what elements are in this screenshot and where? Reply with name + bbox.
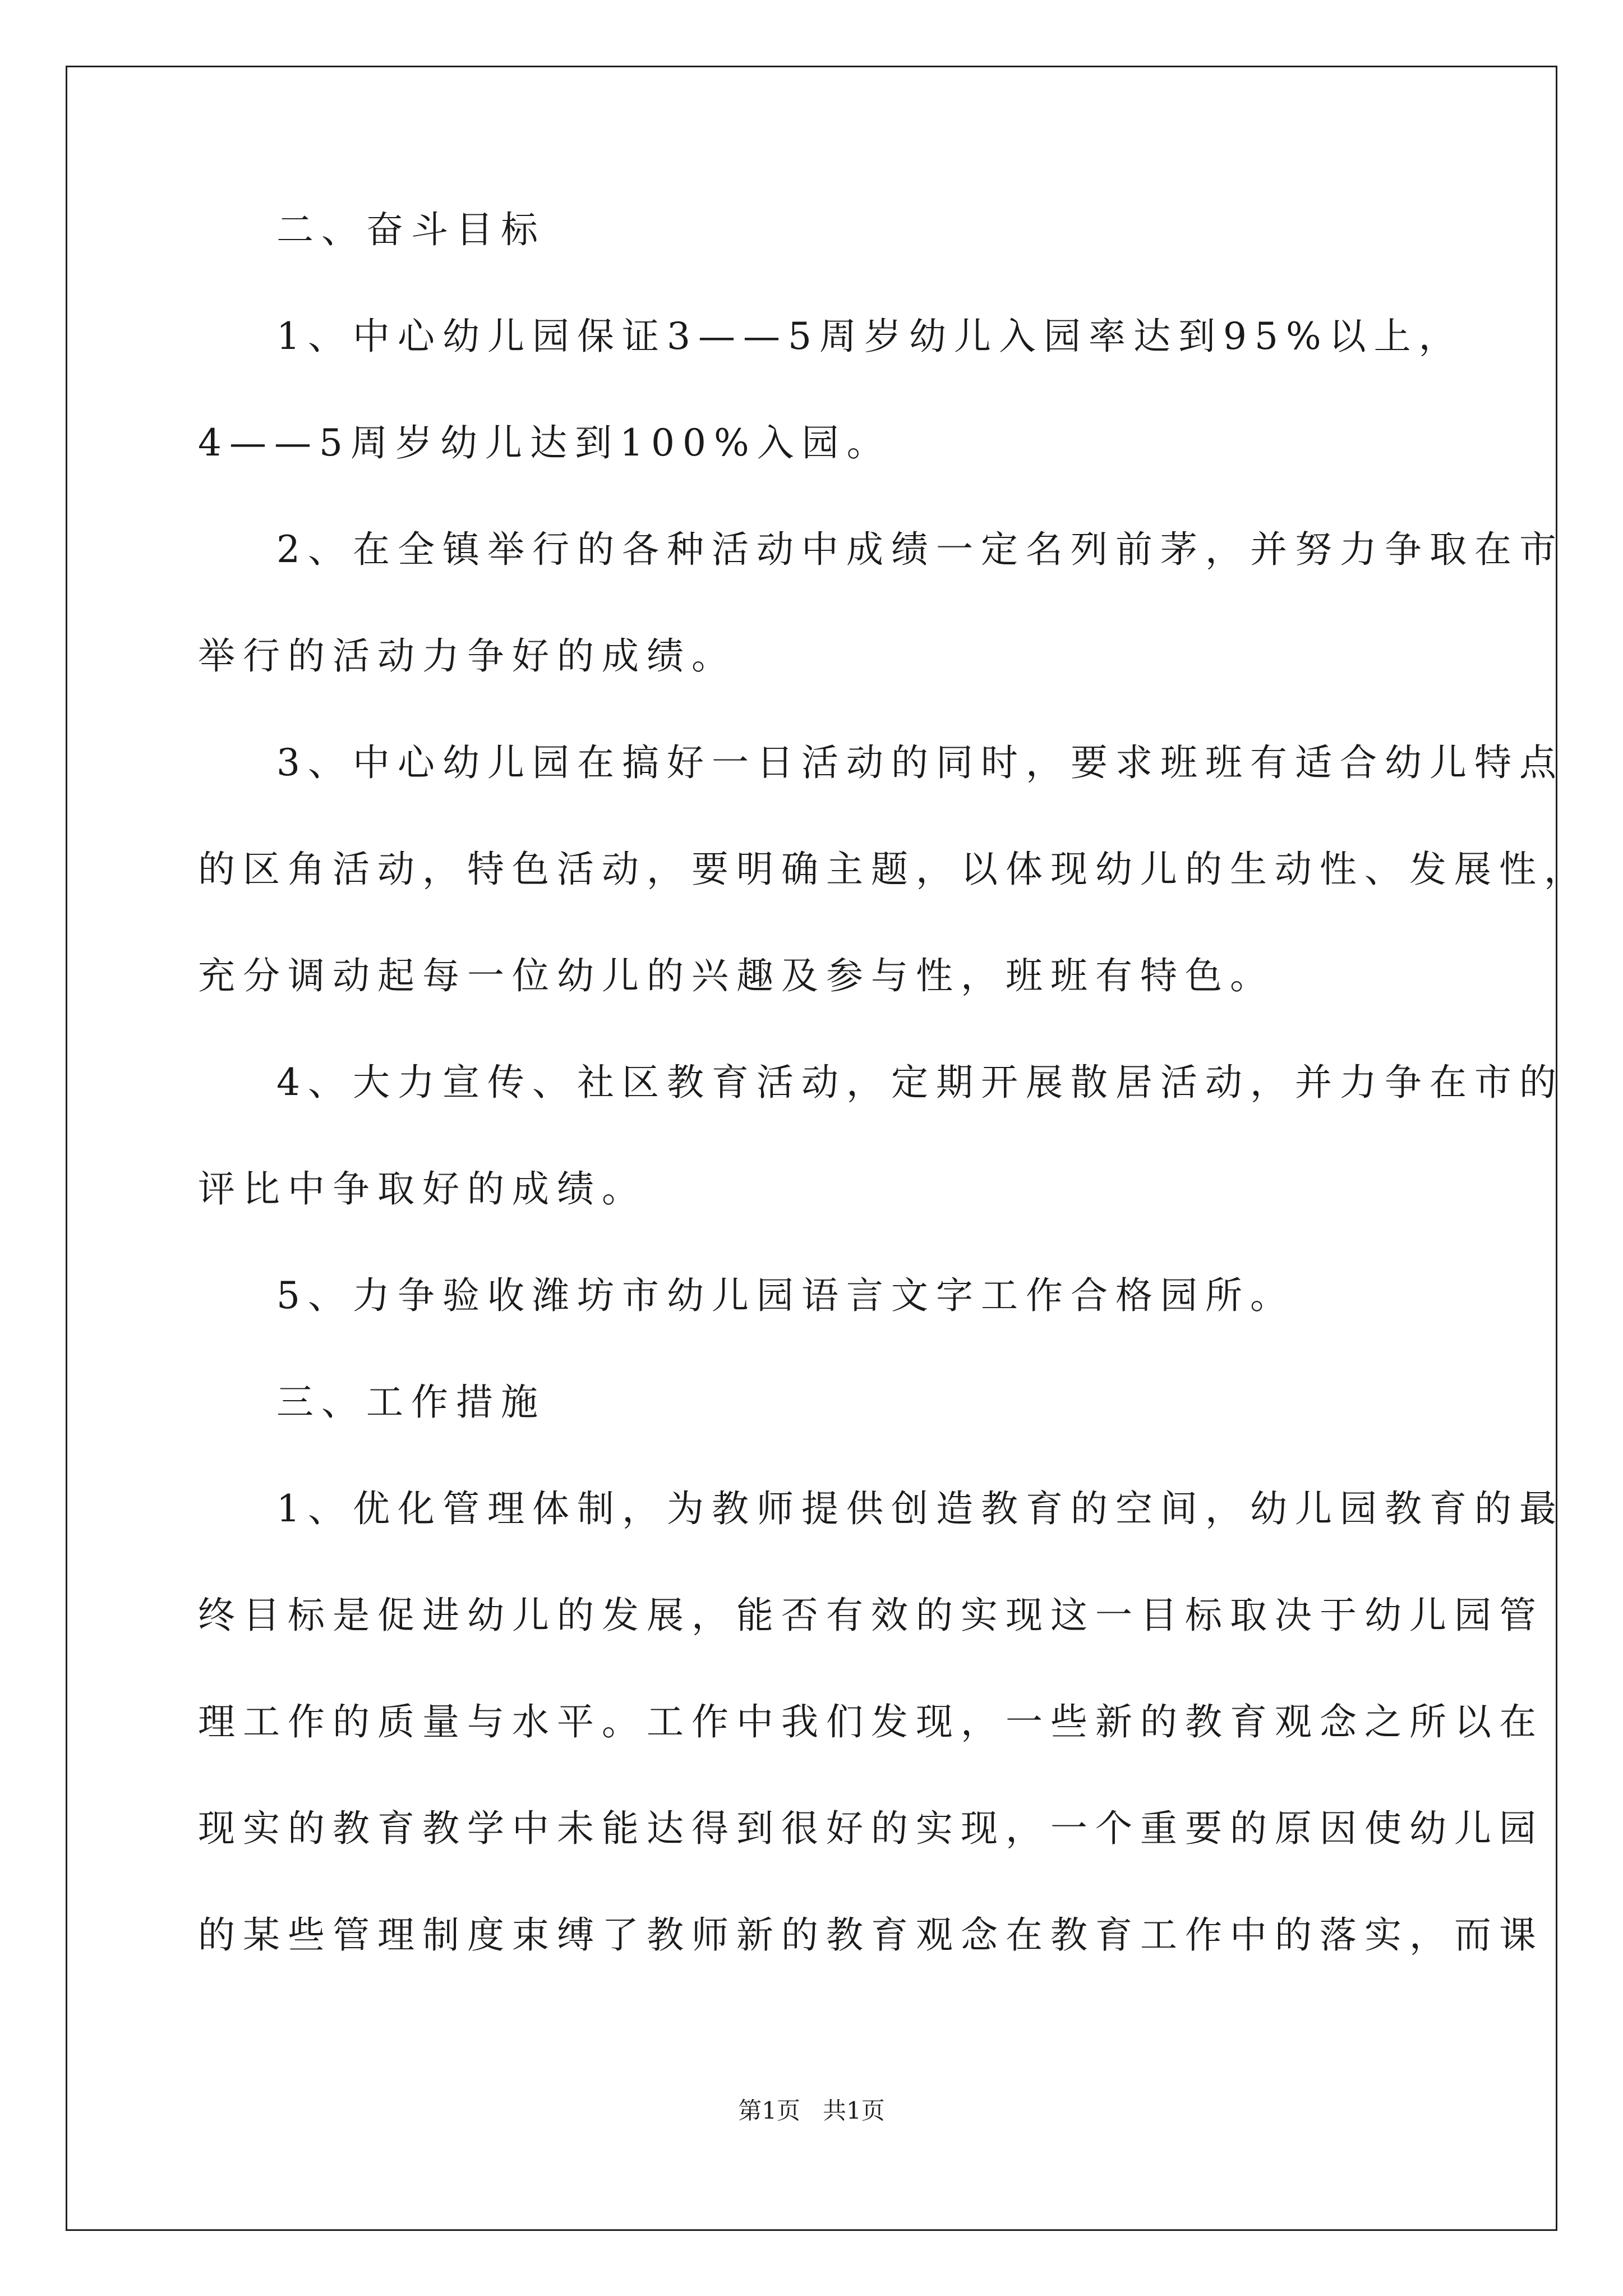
paragraph-line: 理工作的质量与水平。工作中我们发现，一些新的教育观念之所以在 [198,1700,1544,1743]
paragraph-line: 充分调动起每一位幼儿的兴趣及参与性，班班有特色。 [198,954,1275,997]
paragraph-line: 的区角活动，特色活动，要明确主题，以体现幼儿的生动性、发展性， [198,848,1589,891]
paragraph-line: 1、中心幼儿园保证3——5周岁幼儿入园率达到95%以上， [276,315,1464,358]
section-heading-measures: 三、工作措施 [276,1381,546,1424]
section-heading-goals: 二、奋斗目标 [276,208,546,251]
paragraph-line: 的某些管理制度束缚了教师新的教育观念在教育工作中的落实，而课 [198,1913,1544,1957]
paragraph-line: 终目标是促进幼儿的发展，能否有效的实现这一目标取决于幼儿园管 [198,1594,1544,1637]
page-border [66,66,1589,2231]
page-footer: 第1页 共1页 [738,2097,885,2124]
paragraph-line: 4、大力宣传、社区教育活动，定期开展散居活动，并力争在市的 [276,1061,1564,1104]
paragraph-line: 现实的教育教学中未能达得到很好的实现，一个重要的原因使幼儿园 [198,1807,1544,1850]
paragraph-line: 4——5周岁幼儿达到100%入园。 [198,421,892,464]
paragraph-line: 5、力争验收潍坊市幼儿园语言文字工作合格园所。 [276,1274,1295,1317]
paragraph-line: 评比中争取好的成绩。 [198,1167,647,1211]
paragraph-line: 1、优化管理体制，为教师提供创造教育的空间，幼儿园教育的最 [276,1487,1564,1530]
paragraph-line: 2、在全镇举行的各种活动中成绩一定名列前茅，并努力争取在市 [276,528,1564,571]
paragraph-line: 举行的活动力争好的成绩。 [198,634,736,678]
paragraph-line: 3、中心幼儿园在搞好一日活动的同时，要求班班有适合幼儿特点 [276,741,1564,784]
